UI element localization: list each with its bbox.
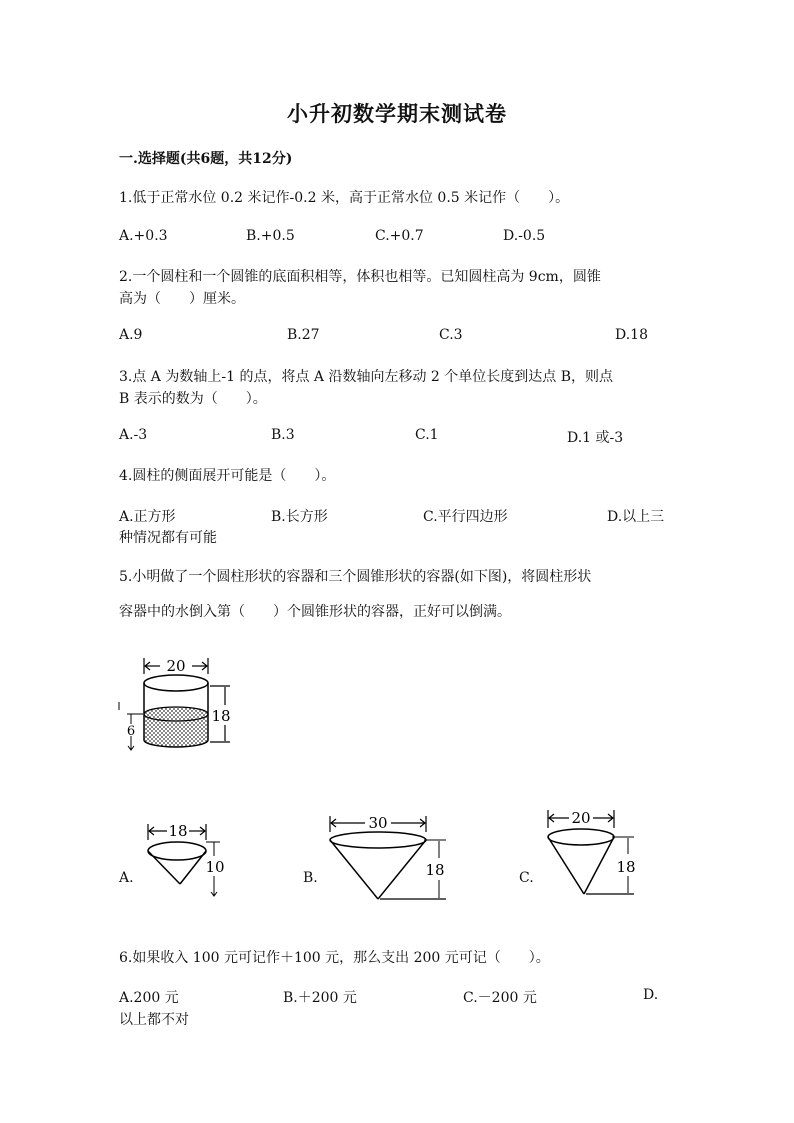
page-title: 小升初数学期末测试卷 — [287, 101, 507, 126]
question-4-option-c[interactable]: C.平行四边形 — [423, 509, 508, 525]
cone-a-height-label: 10 — [205, 858, 225, 876]
question-3-text-line-1: 3.点 A 为数轴上-1 的点，将点 A 沿数轴向左移动 2 个单位长度到达点 B，则点 — [119, 369, 614, 385]
question-6-text: 6.如果收入 100 元可记作＋100 元，那么支出 200 元可记（ ）。 — [119, 950, 550, 966]
question-3-option-d[interactable]: D.1 或-3 — [567, 430, 624, 446]
question-4-text: 4.圆柱的侧面展开可能是（ ）。 — [119, 468, 336, 484]
question-1-option-c[interactable]: C.+0.7 — [375, 228, 424, 244]
cylinder-figure — [115, 650, 245, 760]
cone-a-option-label[interactable]: A. — [119, 870, 134, 886]
cone-b-option-label[interactable]: B. — [303, 870, 318, 886]
question-1-option-b[interactable]: B.+0.5 — [246, 228, 295, 244]
cone-a-diameter-label: 18 — [168, 822, 188, 840]
question-5-text-line-2: 容器中的水倒入第（ ）个圆锥形状的容器，正好可以倒满。 — [119, 604, 511, 620]
question-1-option-a[interactable]: A.+0.3 — [119, 228, 168, 244]
question-6-option-d[interactable]: D. — [643, 987, 659, 1003]
question-6-option-b[interactable]: B.＋200 元 — [283, 990, 357, 1006]
question-3-option-c[interactable]: C.1 — [415, 427, 439, 443]
question-4-option-d-continued: 种情况都有可能 — [119, 530, 217, 546]
question-6-option-d-continued: 以上都不对 — [119, 1012, 189, 1028]
question-1-text: 1.低于正常水位 0.2 米记作-0.2 米，高于正常水位 0.5 米记作（ ）。 — [119, 190, 570, 206]
cone-c-option-label[interactable]: C. — [519, 870, 534, 886]
question-3-option-b[interactable]: B.3 — [271, 427, 295, 443]
question-3-option-a[interactable]: A.-3 — [119, 427, 148, 443]
question-2-option-b[interactable]: B.27 — [287, 327, 320, 343]
question-2-text-line-1: 2.一个圆柱和一个圆锥的底面积相等，体积也相等。已知圆柱高为 9cm，圆锥 — [119, 269, 601, 285]
question-5-text-line-1: 5.小明做了一个圆柱形状的容器和三个圆锥形状的容器(如下图)，将圆柱形状 — [119, 569, 592, 585]
cone-c-diameter-label: 20 — [571, 809, 591, 827]
cylinder-water-label: 6 — [126, 724, 136, 739]
question-4-option-a[interactable]: A.正方形 — [119, 509, 176, 525]
section-heading: 一.选择题(共6题，共12分) — [119, 151, 293, 167]
cone-c-figure — [540, 806, 640, 898]
question-2-option-c[interactable]: C.3 — [439, 327, 463, 343]
cone-a-figure — [140, 818, 235, 903]
question-6-option-c[interactable]: C.－200 元 — [463, 990, 537, 1006]
cylinder-diameter-label: 20 — [166, 657, 186, 675]
cone-b-figure — [322, 808, 452, 908]
cone-b-diameter-label: 30 — [368, 814, 388, 832]
question-4-option-d[interactable]: D.以上三 — [607, 509, 665, 525]
cone-c-height-label: 18 — [616, 858, 636, 876]
question-4-option-b[interactable]: B.长方形 — [271, 509, 328, 525]
question-2-option-a[interactable]: A.9 — [119, 327, 143, 343]
question-6-option-a[interactable]: A.200 元 — [119, 990, 179, 1006]
cone-b-height-label: 18 — [425, 861, 445, 879]
question-1-option-d[interactable]: D.-0.5 — [503, 228, 546, 244]
question-3-text-line-2: B 表示的数为（ ）。 — [119, 391, 267, 407]
cylinder-height-label: 18 — [211, 707, 231, 725]
question-2-option-d[interactable]: D.18 — [615, 327, 648, 343]
question-2-text-line-2: 高为（ ）厘米。 — [119, 291, 245, 307]
